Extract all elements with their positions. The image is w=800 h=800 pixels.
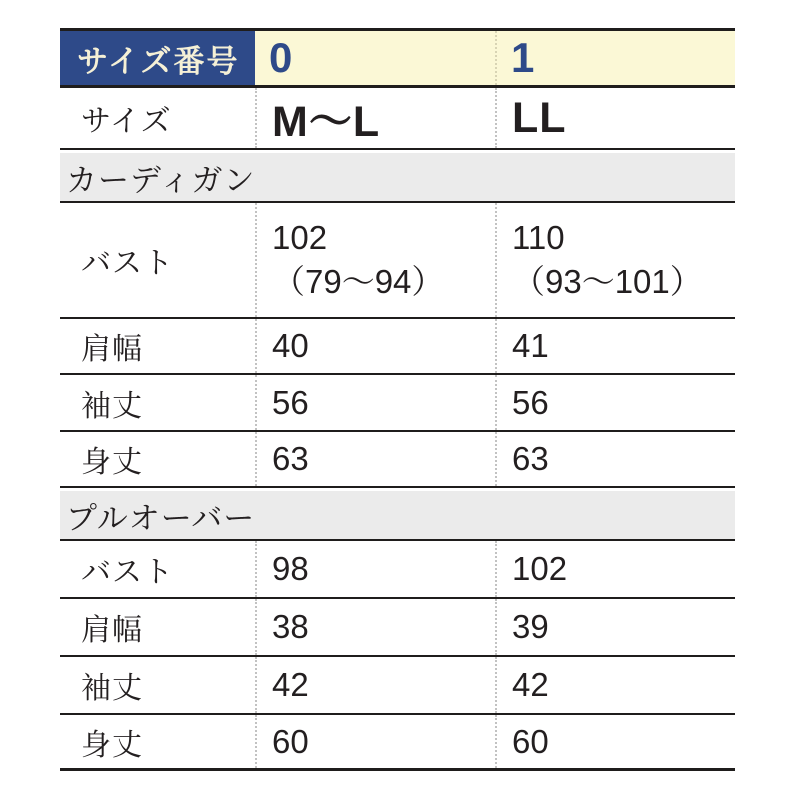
pullover-sleeve-col0: 42 — [255, 657, 495, 713]
pullover-sleeve-col1: 42 — [495, 657, 735, 713]
header-column-0: 0 — [255, 31, 495, 85]
section-title-cardigan: カーディガン — [66, 162, 256, 198]
cardigan-bust-col1-line2: （93〜101） — [512, 263, 703, 300]
cardigan-length-col1: 63 — [495, 432, 735, 486]
section-band-cardigan — [60, 153, 735, 203]
size-row-label: サイズ — [81, 105, 172, 138]
pullover-shoulder-col1: 39 — [495, 599, 735, 655]
table-row-pullover-bust — [60, 541, 735, 599]
row-label-bust: バスト — [81, 247, 174, 280]
table-row-cardigan-shoulder — [60, 319, 735, 375]
table-row-cardigan-length — [60, 432, 735, 488]
cardigan-bust-col0-line1: 102 — [272, 219, 328, 257]
row-label-sleeve: 袖丈 — [81, 672, 143, 705]
header-size-number-label: サイズ番号 — [60, 31, 255, 85]
header-column-1: 1 — [495, 31, 735, 85]
row-label-shoulder: 肩幅 — [81, 614, 143, 647]
size-value-1: LL — [495, 88, 735, 148]
size-value-0: M〜L — [255, 88, 495, 148]
size-row — [60, 88, 735, 150]
cardigan-shoulder-col1: 41 — [495, 319, 735, 373]
table-row-cardigan-sleeve — [60, 375, 735, 432]
cardigan-bust-col0 — [255, 203, 495, 317]
row-label-sleeve: 袖丈 — [81, 389, 143, 423]
section-title-pullover: プルオーバー — [66, 500, 256, 536]
row-label-length: 身丈 — [81, 728, 143, 762]
header-row — [60, 28, 735, 88]
section-band-pullover — [60, 491, 735, 541]
size-chart-table — [60, 28, 735, 771]
cardigan-sleeve-col0: 56 — [255, 375, 495, 430]
row-label-bust: バスト — [81, 556, 174, 589]
cardigan-bust-col1-line1: 110 — [512, 219, 565, 257]
cardigan-shoulder-col0: 40 — [255, 319, 495, 373]
table-row-pullover-length — [60, 715, 735, 771]
table-row-cardigan-bust — [60, 203, 735, 319]
table-row-pullover-sleeve — [60, 657, 735, 715]
pullover-length-col0: 60 — [255, 715, 495, 768]
pullover-bust-col0: 98 — [255, 541, 495, 597]
cardigan-sleeve-col1: 56 — [495, 375, 735, 430]
pullover-shoulder-col0: 38 — [255, 599, 495, 655]
cardigan-bust-col1 — [495, 203, 735, 317]
cardigan-length-col0: 63 — [255, 432, 495, 486]
row-label-shoulder: 肩幅 — [81, 333, 143, 366]
pullover-length-col1: 60 — [495, 715, 735, 768]
cardigan-bust-col0-line2: （79〜94） — [272, 263, 445, 300]
table-row-pullover-shoulder — [60, 599, 735, 657]
pullover-bust-col1: 102 — [495, 541, 735, 597]
row-label-length: 身丈 — [81, 446, 143, 479]
